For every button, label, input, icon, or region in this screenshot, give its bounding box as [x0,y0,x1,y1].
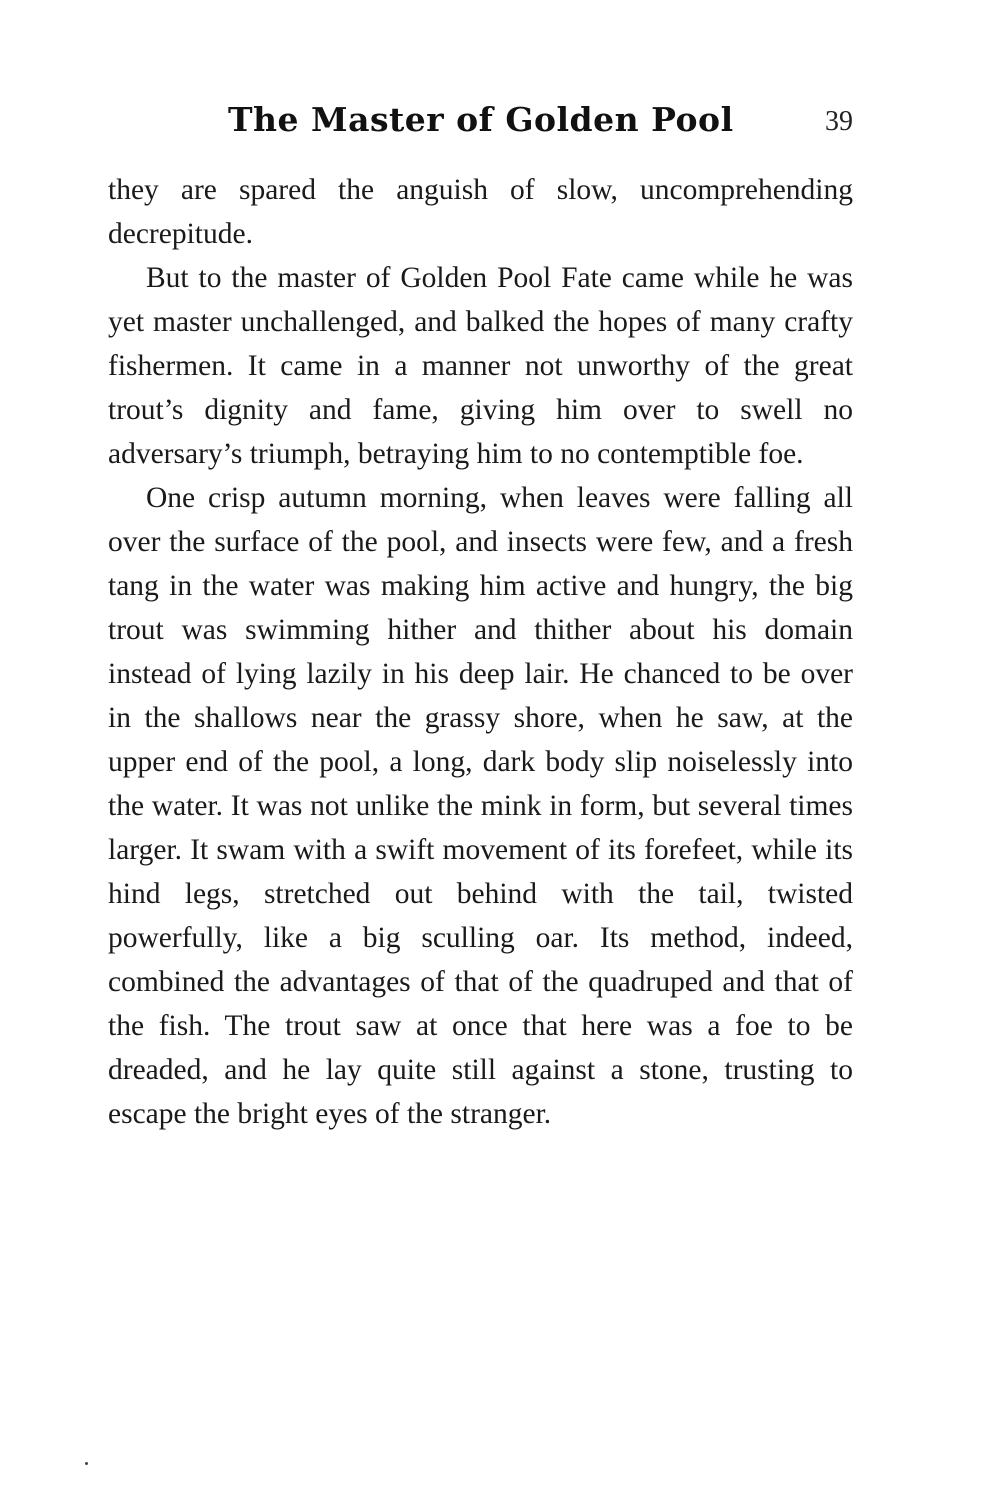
paragraph: But to the master of Golden Pool Fate came while he was yet master unchallenged, and balked the hopes of many crafty fishermen. It came in a manner not unworthy of the great trout’s dignity and fame, giving him over to swell no adversary’s triumph, betraying him to no contemptible foe. [108,262,853,470]
running-title: The Master of Golden Pool [228,100,734,139]
body-text [108,168,853,1136]
page-header [108,100,853,150]
paragraph-continued: they are spared the anguish of slow, uncomprehending decrepitude. [108,174,853,250]
print-speck [85,1462,88,1465]
paragraph: One crisp autumn morning, when leaves were falling all over the surface of the pool, and insects were few, and a fresh tang in the water was making him active and hungry, the big trout was swimming hither and thither about his domain instead of lying lazily in his deep lair. He chanced to be over in the shallows near the grassy shore, when he saw, at the upper end of the pool, a long, dark body slip noiselessly into the water. It was not unlike the mink in form, but several times larger. It swam with a swift movement of its forefeet, while its hind legs, stretched out behind with the tail, twisted powerfully, like a big sculling oar. Its method, indeed, combined the advantages of that of the quadruped and that of the fish. The trout saw at once that here was a foe to be dreaded, and he lay quite still against a stone, trusting to escape the bright eyes of the stranger. [108,482,853,1130]
page-number: 39 [825,106,853,137]
